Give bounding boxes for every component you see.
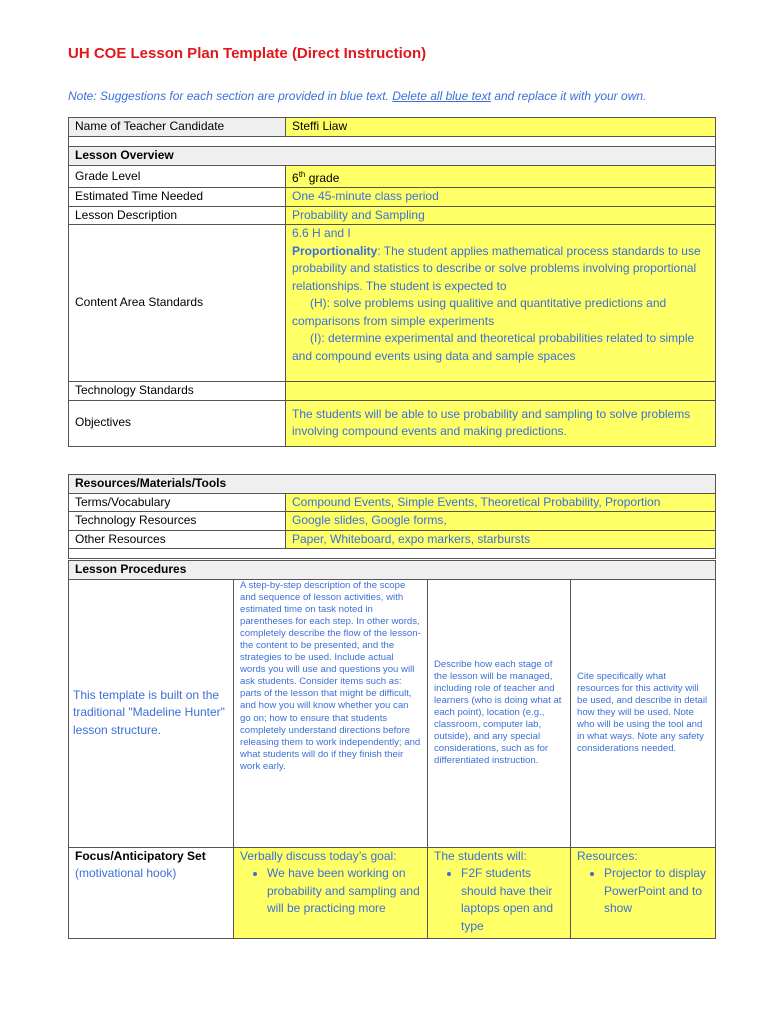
terms-value[interactable]: Compound Events, Simple Events, Theoretical Probability, Proportion <box>286 493 716 512</box>
standard-code: 6.6 H and I <box>292 226 351 240</box>
content-standards-row <box>69 225 716 382</box>
description-label: Lesson Description <box>69 206 286 225</box>
procedures-sequence-guidance: A step-by-step description of the scope and sequence of lesson activities, with estimated time on task noted in parentheses for each step. In other words, completely describe the flow of the lesson-the content to be presented, and the strategies to be used. Include actual words you will use and questions you will ask students. Consider items such as: parts of the lesson that might be difficult, and how you will know whether you can go on; how to ensure that students completely understand directions before releasing them to work independently; and what students will do if they finish their work early. <box>234 579 428 847</box>
focus-management[interactable] <box>428 847 571 938</box>
grade-value[interactable]: 6th grade <box>286 165 716 188</box>
other-resources-label: Other Resources <box>69 530 286 549</box>
description-row <box>69 206 716 225</box>
procedures-heading: Lesson Procedures <box>69 561 716 580</box>
focus-resources-heading: Resources: <box>577 848 638 863</box>
focus-students-bullet: • F2F students should have their laptops open and type <box>461 865 564 935</box>
time-value[interactable]: One 45-minute class period <box>286 188 716 207</box>
focus-resources[interactable] <box>571 847 716 938</box>
document-title: UH COE Lesson Plan Template (Direct Instruction) <box>68 45 427 62</box>
objectives-value[interactable]: The students will be able to use probability and sampling to solve problems involving compound events and making predictions. <box>286 400 716 446</box>
overview-block <box>68 117 715 447</box>
teacher-row <box>69 118 716 137</box>
note-text-end: and replace it with your own. <box>494 89 647 103</box>
focus-resources-bullet: • Projector to display PowerPoint and to show <box>604 865 709 918</box>
focus-goal-bullet: • We have been working on probability and sampling and will be practicing more <box>267 865 421 918</box>
focus-sequence[interactable] <box>234 847 428 938</box>
teacher-name[interactable]: Steffi Liaw <box>286 118 716 137</box>
other-resources-value[interactable]: Paper, Whiteboard, expo markers, starbursts <box>286 530 716 549</box>
grade-label: Grade Level <box>69 165 286 188</box>
tech-resources-label: Technology Resources <box>69 512 286 531</box>
objectives-row <box>69 400 716 446</box>
resources-heading: Resources/Materials/Tools <box>69 475 716 494</box>
other-resources-row <box>69 530 716 549</box>
standard-h: (H): solve problems using qualitive and quantitative predictions and comparisons from simple experiments <box>292 296 667 328</box>
focus-sub: (motivational hook) <box>75 866 177 880</box>
resources-block <box>68 474 715 559</box>
procedures-resources-guidance: Cite specifically what resources for this activity will be used, and describe in detail how they will be used. Note who will be using the tool and in what ways. Note any safety considerations needed. <box>571 579 716 847</box>
tech-standards-row <box>69 382 716 401</box>
focus-goal-heading: Verbally discuss today’s goal: <box>240 848 397 863</box>
tech-standards-value[interactable] <box>286 382 716 401</box>
standard-i: (I): determine experimental and theoretical probabilities related to simple and compound events using data and sample spaces <box>292 331 695 363</box>
grade-row <box>69 165 716 188</box>
tech-standards-label: Technology Standards <box>69 382 286 401</box>
objectives-label: Objectives <box>69 400 286 446</box>
lesson-overview-heading: Lesson Overview <box>69 147 716 166</box>
content-standards-label: Content Area Standards <box>69 225 286 382</box>
time-label: Estimated Time Needed <box>69 188 286 207</box>
instruction-note <box>68 89 646 103</box>
note-delete-link: Delete all blue text <box>392 89 491 103</box>
standard-description: Proportionality: The student applies mathematical process standards to use probability and statistics to describe or solve problems involving proportional relationships. The student is expected to <box>292 243 701 293</box>
focus-row <box>69 847 716 938</box>
content-standards-value[interactable] <box>286 225 716 382</box>
focus-students-heading: The students will: <box>434 848 527 863</box>
tech-resources-row <box>69 512 716 531</box>
procedures-management-guidance: Describe how each stage of the lesson will be managed, including role of teacher and learners (who is doing what at each point), location (e.g., classroom, computer lab, outside), and any special considerations, such as for differentiated instruction. <box>428 579 571 847</box>
terms-row <box>69 493 716 512</box>
description-value[interactable]: Probability and Sampling <box>286 206 716 225</box>
procedures-intro: This template is built on the traditional "Madeline Hunter" lesson structure. <box>69 579 234 847</box>
procedures-block <box>68 560 715 939</box>
note-text: Note: Suggestions for each section are provided in blue text. <box>68 89 389 103</box>
procedures-guidance-row <box>69 579 716 847</box>
focus-label: Focus/Anticipatory Set <box>75 848 206 863</box>
focus-label-cell <box>69 847 234 938</box>
terms-label: Terms/Vocabulary <box>69 493 286 512</box>
time-row <box>69 188 716 207</box>
tech-resources-value[interactable]: Google slides, Google forms, <box>286 512 716 531</box>
teacher-label: Name of Teacher Candidate <box>69 118 286 137</box>
